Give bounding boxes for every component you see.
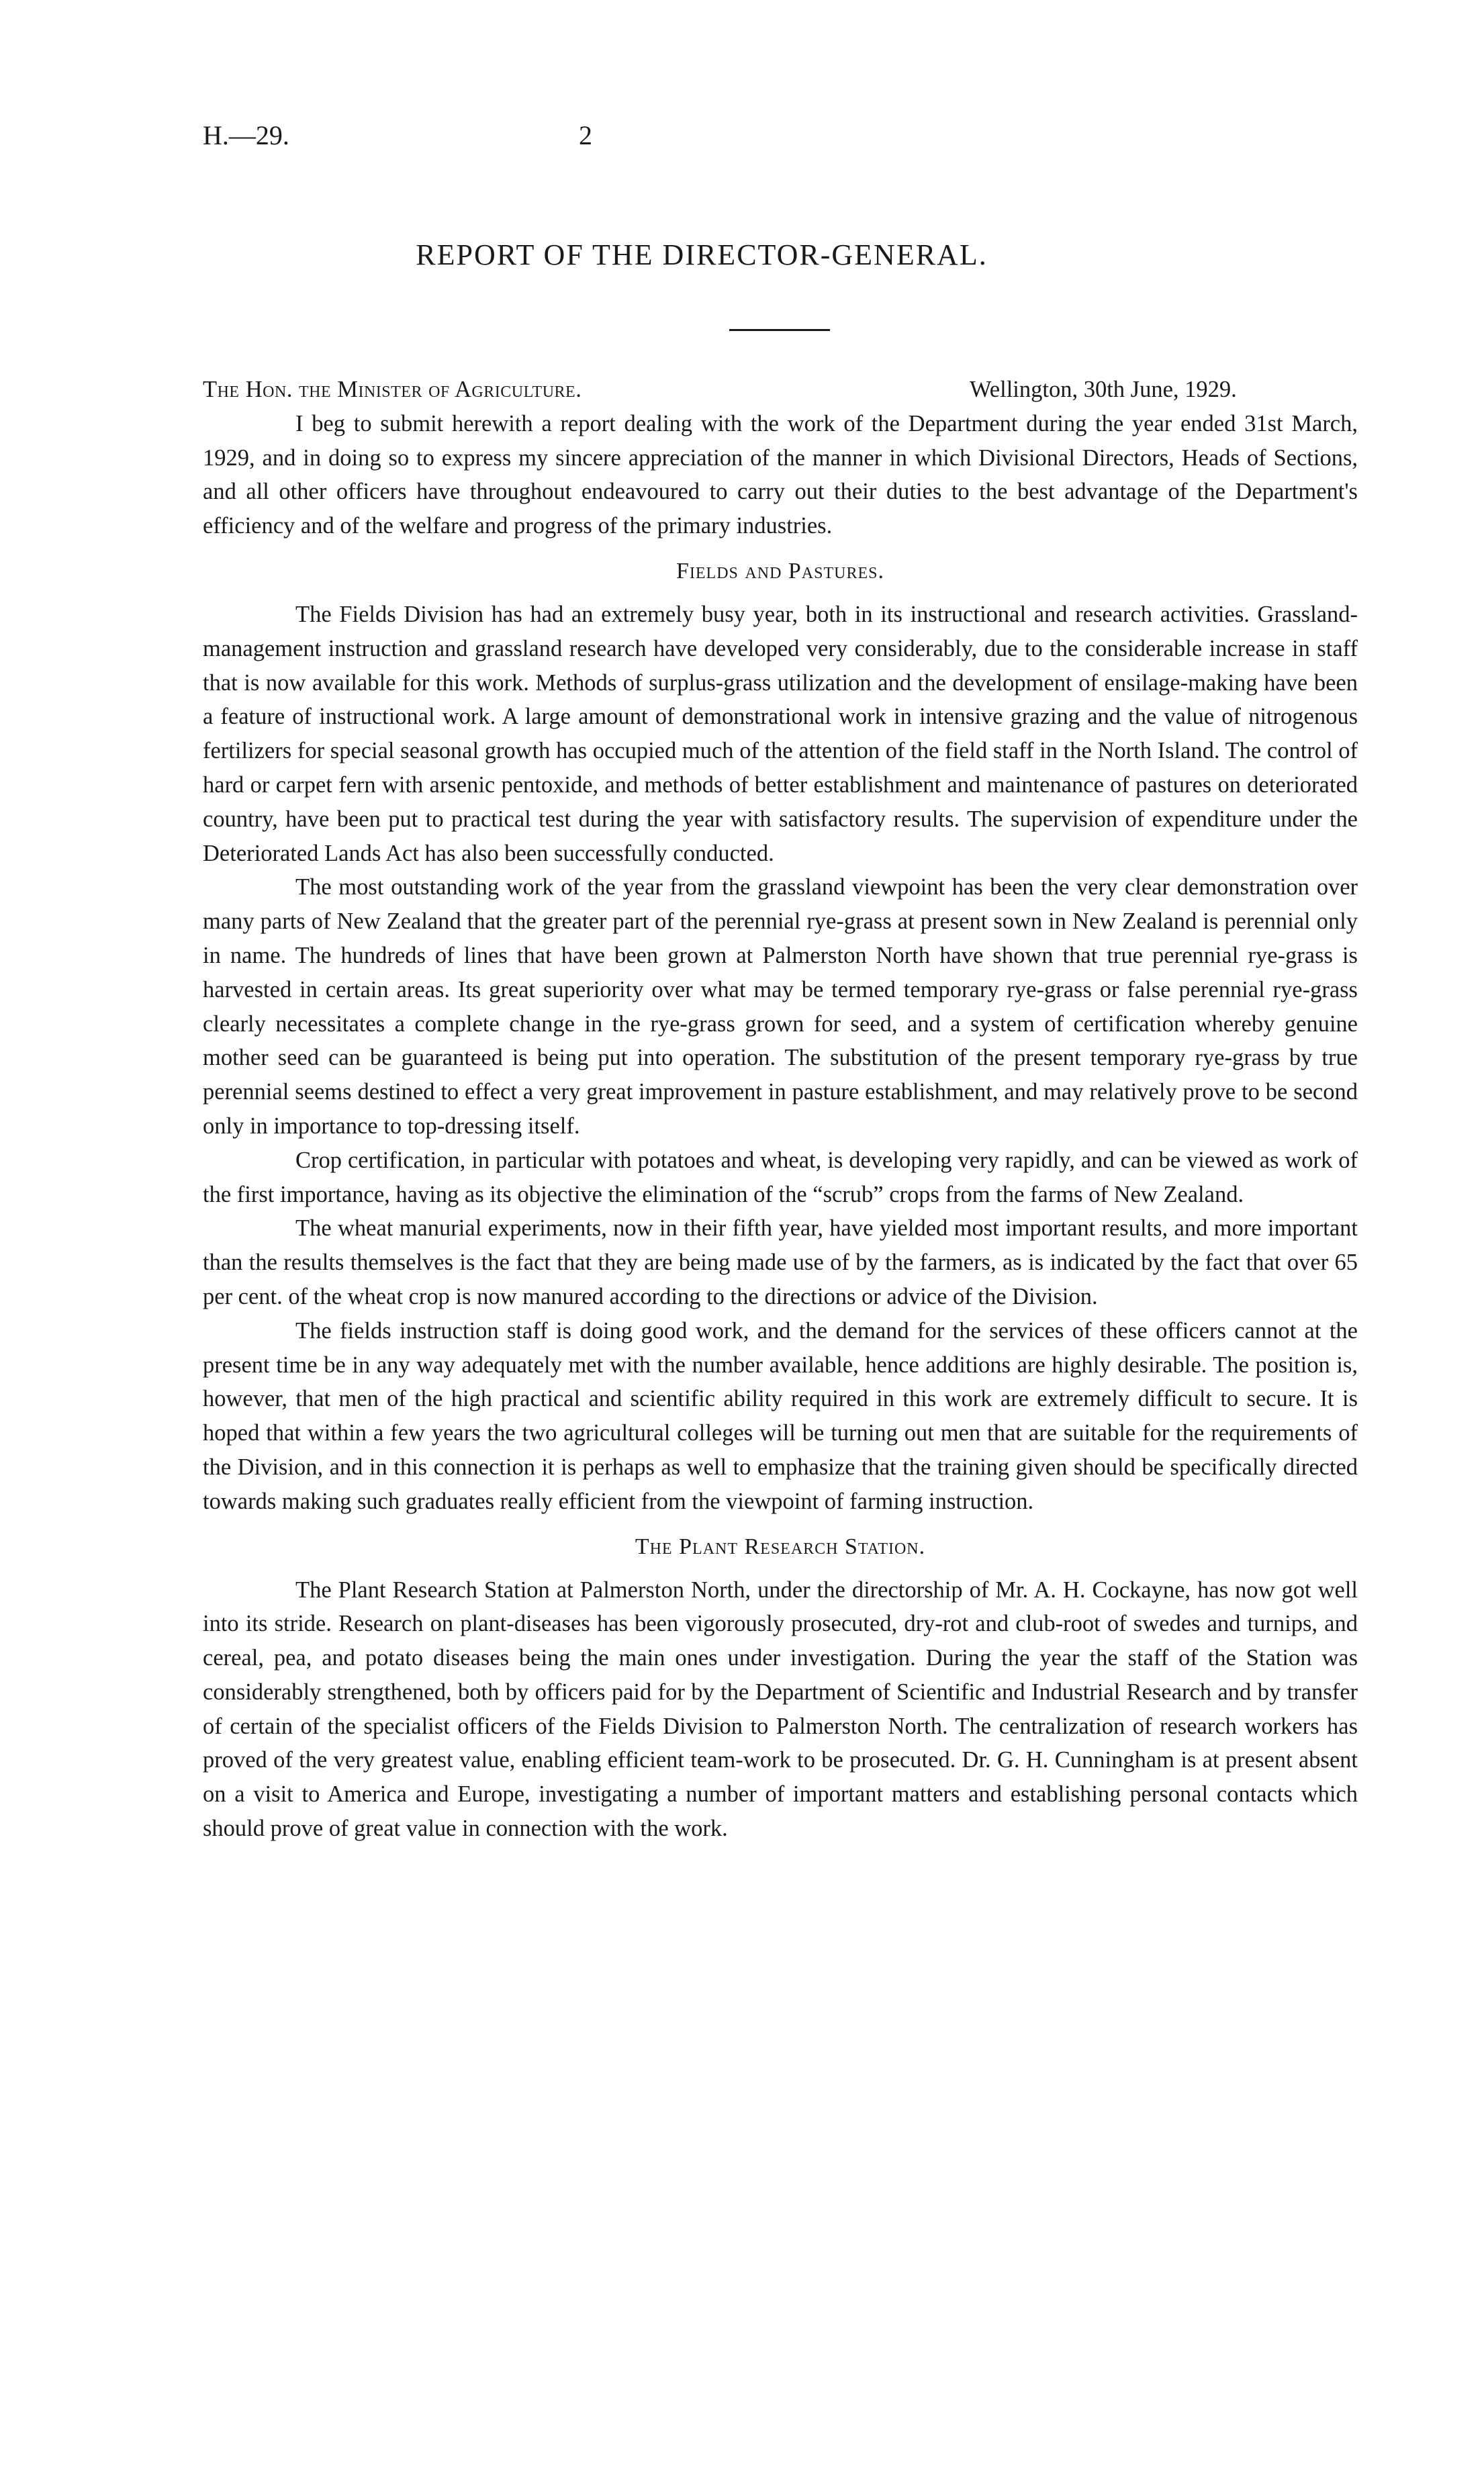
report-title: REPORT OF THE DIRECTOR-GENERAL.: [416, 238, 988, 271]
body-paragraph: The fields instruction staff is doing good work, and the demand for the services of these officers cannot at the present time be in any way adequately met with the number available, hence additions are highly desirable. The position is, however, that men of the high practical and scientific ability required in this work are extremely difficult to secure. It is hoped that within a few years the two agricultural colleges will be turning out men that are suitable for the requirements of the Division, and in this connection it is perhaps as well to emphasize that the training given should be specifically directed towards making such graduates really efficient from the viewpoint of farming instruction.: [203, 1317, 1358, 1514]
running-header: [203, 115, 1358, 156]
document-reference: H.—29.: [203, 120, 289, 150]
section-heading: Fields and Pastures.: [676, 558, 884, 583]
body-paragraph: The most outstanding work of the year from the grassland viewpoint has been the very clear demonstration over many parts of New Zealand that the greater part of the perennial rye-grass at present sown in New Zealand is perennial only in name. The hundreds of lines that have been grown at Palmerston North have shown that true perennial rye-grass is harvested in certain areas. Its great superiority over what may be termed temporary rye-grass or false perennial rye-grass clearly necessitates a complete change in the rye-grass grown for seed, and a system of certification whereby genuine mother seed can be guaranteed is being put into operation. The substitution of the present temporary rye-grass by true perennial seems destined to effect a very great improvement in pasture establishment, and may relatively prove to be second only in importance to top-dressing itself.: [203, 874, 1358, 1139]
title-rule-divider: [729, 329, 830, 331]
letter-addressee: The Hon. the Minister of Agriculture.: [203, 377, 582, 402]
letter-salutation: [203, 373, 1358, 407]
body-paragraph: Crop certification, in particular with potatoes and wheat, is developing very rapidly, and can be viewed as work of the first importance, having as its objective the elimination of the “scrub” crops from the farms of New Zealand.: [203, 1147, 1358, 1207]
body-paragraph: The wheat manurial experiments, now in their fifth year, have yielded most important results, and more important than the results themselves is the fact that they are being made use of by the farmers, as is indicated by the fact that over 65 per cent. of the wheat crop is now manured according to the directions or advice of the Division.: [203, 1215, 1358, 1309]
intro-paragraph: I beg to submit herewith a report dealing with the work of the Department during the year ended 31st March, 1929, and in doing so to express my sincere appreciation of the manner in which Divisional Directors, Heads of Sections, and all other officers have throughout endeavoured to carry out their duties to the best advantage of the Department's efficiency and of the welfare and progress of the primary industries.: [203, 410, 1358, 539]
section-fields-and-pastures: [203, 555, 1358, 1519]
body-paragraph: The Plant Research Station at Palmerston North, under the directorship of Mr. A. H. Cockayne, has now got well into its stride. Research on plant-diseases has been vigorously prosecuted, dry-rot and club-root of swedes and turnips, and cereal, pea, and potato diseases being the main ones under investigation. During the year the staff of the Station was considerably strengthened, both by officers paid for by the Department of Scientific and Industrial Research and by transfer of certain of the specialist officers of the Fields Division to Palmerston North. The centralization of research workers has proved of the very greatest value, enabling efficient team-work to be prosecuted. Dr. G. H. Cunningham is at present absent on a visit to America and Europe, investigating a number of important matters and establishing personal contacts which should prove of great value in connection with the work.: [203, 1577, 1358, 1842]
body-paragraph: The Fields Division has had an extremely busy year, both in its instructional and research activities. Grassland-management instruction and grassland research have developed very considerably, due to the considerable increase in staff that is now available for this work. Methods of surplus-grass utilization and the development of ensilage-making have been a feature of instructional work. A large amount of demonstrational work in intensive grazing and the value of nitrogenous fertilizers for special seasonal growth has occupied much of the attention of the field staff in the North Island. The control of hard or carpet fern with arsenic pentoxide, and methods of better establishment and maintenance of pastures on deteriorated country, have been put to practical test during the year with satisfactory results. The supervision of expenditure under the Deteriorated Lands Act has also been successfully conducted.: [203, 601, 1358, 866]
report-body: [203, 373, 1358, 1846]
page-number: 2: [579, 120, 592, 150]
letter-dateline: Wellington, 30th June, 1929.: [970, 377, 1237, 402]
section-plant-research-station: [203, 1530, 1358, 1846]
section-heading: The Plant Research Station.: [635, 1534, 926, 1559]
